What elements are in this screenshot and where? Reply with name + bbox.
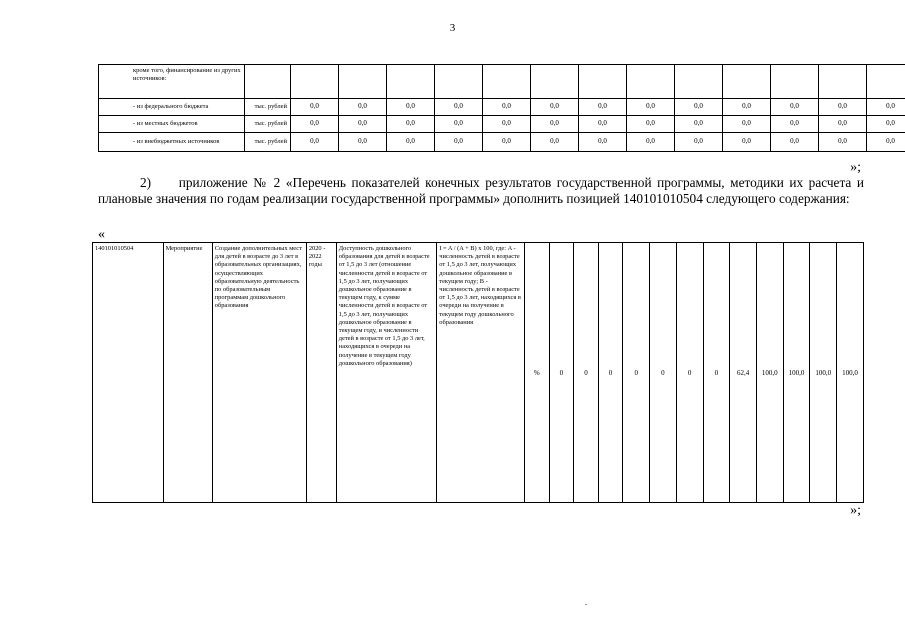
funding-value: 0,0 (435, 116, 483, 133)
indicator-value: 0 (650, 243, 677, 503)
funding-value: 0,0 (531, 99, 579, 116)
funding-value: 0,0 (627, 99, 675, 116)
opening-quote: « (98, 227, 105, 242)
funding-value: 0,0 (771, 99, 819, 116)
scan-speck (585, 604, 587, 605)
funding-value (387, 65, 435, 99)
indicator-unit: % (524, 243, 549, 503)
funding-value: 0,0 (483, 133, 531, 152)
funding-value: 0,0 (291, 99, 339, 116)
amendment-paragraph (98, 175, 864, 207)
funding-table (98, 64, 905, 152)
funding-value (771, 65, 819, 99)
funding-value: 0,0 (291, 116, 339, 133)
funding-value: 0,0 (819, 116, 867, 133)
funding-row (99, 99, 905, 116)
funding-value: 0,0 (339, 99, 387, 116)
funding-value: 0,0 (819, 99, 867, 116)
funding-value: 0,0 (339, 116, 387, 133)
funding-value: 0,0 (387, 133, 435, 152)
indicator-value: 100,0 (810, 243, 837, 503)
funding-value (435, 65, 483, 99)
indicator-code: 140101010504 (93, 243, 164, 503)
funding-source-label: - из федерального бюджета (99, 99, 245, 116)
indicator-table (92, 242, 864, 503)
funding-row (99, 65, 905, 99)
indicator-value: 0 (703, 243, 730, 503)
indicator-name: Создание дополнительных мест для детей в возрасте до 3 лет в образовательных организациях, осуществляющих образовательную деятельность по образовательным программам дошкольного образования (212, 243, 306, 503)
funding-value: 0,0 (867, 99, 905, 116)
funding-value: 0,0 (867, 133, 905, 152)
closing-mark: »; (850, 160, 861, 175)
funding-value: 0,0 (483, 99, 531, 116)
funding-source-label: кроме того, финансирование из других источников: (99, 65, 245, 99)
indicator-value: 100,0 (837, 243, 864, 503)
indicator-row (93, 243, 864, 503)
funding-value (579, 65, 627, 99)
indicator-value: 0 (574, 243, 599, 503)
funding-value: 0,0 (723, 116, 771, 133)
funding-value (291, 65, 339, 99)
funding-row (99, 116, 905, 133)
indicator-value: 100,0 (756, 243, 783, 503)
funding-value: 0,0 (579, 133, 627, 152)
funding-value: 0,0 (675, 133, 723, 152)
funding-value: 0,0 (579, 99, 627, 116)
funding-value: 0,0 (579, 116, 627, 133)
indicator-value: 0 (598, 243, 623, 503)
funding-value (675, 65, 723, 99)
funding-value: 0,0 (291, 133, 339, 152)
funding-value: 0,0 (483, 116, 531, 133)
funding-value: 0,0 (387, 116, 435, 133)
paragraph-number: 2) (140, 175, 152, 190)
funding-value (819, 65, 867, 99)
indicator-description: Доступность дошкольного образования для детей в возрасте от 1,5 до 3 лет (отношение численности детей в возрасте от 1,5 до 3 лет, получающих дошкольное образование в текущем году, к сумме численности детей в возрасте от 1,5 до 3 лет, получающих дошкольное образование в текущем году, и численности детей в возрасте от 1,5 до 3 лет, находящихся в очереди на получение в текущем году дошкольного образования) (336, 243, 437, 503)
funding-value: 0,0 (771, 133, 819, 152)
indicator-value: 0 (623, 243, 650, 503)
funding-value (723, 65, 771, 99)
funding-value: 0,0 (819, 133, 867, 152)
funding-unit: тыс. рублей (245, 99, 291, 116)
indicator-value: 62,4 (730, 243, 757, 503)
funding-value (867, 65, 905, 99)
funding-value: 0,0 (867, 116, 905, 133)
funding-value: 0,0 (675, 99, 723, 116)
funding-value: 0,0 (531, 116, 579, 133)
funding-unit: тыс. рублей (245, 133, 291, 152)
indicator-type: Мероприятие (163, 243, 212, 503)
paragraph-text: приложение № 2 «Перечень показателей конечных результатов государственной программы, методики их расчета и плановые значения по годам реализации государственной программы» дополнить позицией 140101010504 следующего содержания: (98, 175, 864, 206)
funding-value (339, 65, 387, 99)
funding-value: 0,0 (387, 99, 435, 116)
funding-unit: тыс. рублей (245, 116, 291, 133)
indicator-value: 100,0 (783, 243, 810, 503)
indicator-period: 2020 - 2022 годы (306, 243, 336, 503)
funding-value: 0,0 (435, 99, 483, 116)
funding-unit (245, 65, 291, 99)
funding-value: 0,0 (627, 116, 675, 133)
funding-source-label: - из внебюджетных источников (99, 133, 245, 152)
funding-value: 0,0 (435, 133, 483, 152)
closing-mark-2: »; (850, 503, 861, 518)
funding-value: 0,0 (339, 133, 387, 152)
page-number: 3 (449, 22, 456, 34)
funding-value (627, 65, 675, 99)
funding-value: 0,0 (531, 133, 579, 152)
funding-value: 0,0 (771, 116, 819, 133)
funding-row (99, 133, 905, 152)
funding-value: 0,0 (723, 99, 771, 116)
funding-value (483, 65, 531, 99)
funding-value (531, 65, 579, 99)
indicator-value: 0 (549, 243, 574, 503)
funding-value: 0,0 (675, 116, 723, 133)
funding-value: 0,0 (627, 133, 675, 152)
indicator-value: 0 (676, 243, 703, 503)
funding-value: 0,0 (723, 133, 771, 152)
indicator-method: I = A / (A + B) x 100, где: A - численность детей в возрасте от 1,5 до 3 лет, получающих дошкольное образование в текущем году; B - численность детей в возрасте от 1,5 до 3 лет, находящихся в очереди на получение в текущем году дошкольного образования (437, 243, 525, 503)
funding-source-label: - из местных бюджетов (99, 116, 245, 133)
